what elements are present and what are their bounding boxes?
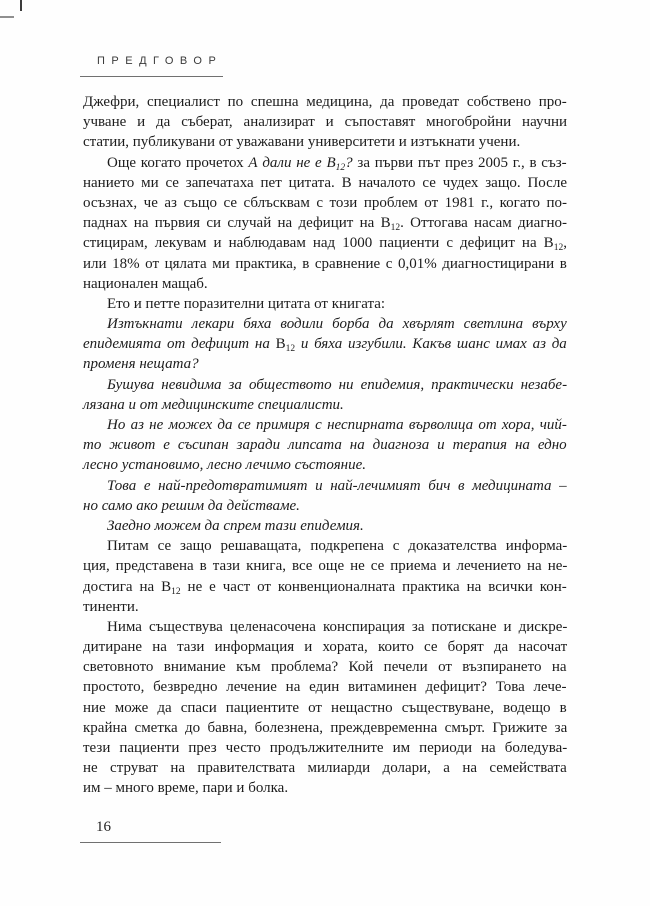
text-line: епидемията от дефицит на $В_{12}$ и бяха изгубили. Какъв шанс имах аз да — [83, 336, 567, 355]
text-line: паднах на първия си случай на дефицит на $В_{12}$. Оттогава насам диагно- — [83, 215, 568, 234]
text-line: Джефри, специалист по спешна медицина, да проведат собствено про- — [83, 94, 567, 110]
footer-divider — [80, 842, 221, 843]
text-line: лесно установимо, лесно лечимо състояние. — [83, 457, 367, 474]
text-line: дитиране на тази информация и хората, които се борят да насочат — [83, 639, 568, 656]
text-line: не струват на правителствата милиарди долари, а на семействата — [83, 760, 567, 777]
page-number: 16 — [96, 819, 111, 835]
text-line: Ето и петте поразителни цитата от книгата: — [107, 295, 386, 312]
text-line: стицирам, лекувам и наблюдавам над 1000 пациенти с дефицит на $В_{12}$, — [83, 235, 567, 254]
text-line: световното внимание към проблема? Кой печели от възпирането на — [83, 659, 567, 676]
text-line: но само ако решим да действаме. — [83, 497, 300, 514]
text-line: Заедно можем да спрем тази епидемия. — [107, 517, 364, 534]
text-line: им – много време, пари и болка. — [83, 780, 289, 797]
text-line: крайна сметка до бавна, болезнена, преждевременна смърт. Грижите за — [83, 719, 568, 736]
text-line: Още когато прочетох А дали не е $В_{12}$? за първи път през 2005 г., в съз- — [107, 154, 567, 173]
text-line: учване и да съберат, анализират и съпоставят многобройни научни — [83, 114, 568, 131]
text-line: осъзнах, че аз също се сблъсквам с този проблем от 1981 г., когато по- — [83, 194, 568, 211]
text-line: статии, публикувани от уважавани университети и изтъкнати учени. — [83, 134, 521, 151]
text-line: Нима съществува целенасочена конспирация за потискане и дискре- — [107, 618, 568, 635]
text-line: Питам се защо решаващата, подкрепена с доказателства информа- — [107, 538, 568, 555]
text-line: достига на $В_{12}$ не е част от конвенционалната практика на всички кон- — [83, 578, 567, 597]
text-line: Но аз не можех да се примиря с неспирната върволица от хора, чий- — [107, 417, 567, 433]
text-line: ция, представена в тази книга, все още не се приема и лечението на не- — [83, 558, 568, 575]
text-line: Бушува невидима за обществото ни епидемия, практически незабе- — [107, 376, 568, 393]
text-line: тиненти. — [83, 598, 139, 615]
chapter-header: ПРЕДГОВОР — [97, 55, 223, 67]
text-line: простото, безвредно лечение на един витаминен дефицит? Това лече- — [83, 679, 567, 696]
text-line: Изтъкнати лекари бяха водили борба да хвърлят светлина върху — [107, 316, 567, 333]
text-line: променя нещата? — [83, 356, 199, 373]
text-line: нанието ми се запечатаха пет цитата. В началото се чудех защо. После — [83, 174, 567, 191]
text-line: Това е най-предотвратимият и най-лечимият бич в медицината – — [107, 477, 567, 494]
text-line: национален мащаб. — [83, 275, 208, 292]
scan-mark-horizontal — [0, 16, 14, 18]
text-line: лязана и от медицинските специалисти. — [83, 396, 344, 413]
scan-mark-vertical — [20, 0, 22, 11]
text-line: тези пациенти през често продължителните им периоди на боледува- — [83, 740, 568, 756]
page-body — [83, 92, 567, 799]
header-divider — [80, 76, 223, 77]
text-line: ние може да спаси пациентите от нещастно съществуване, водещо в — [83, 699, 567, 716]
text-line: или 18% от цялата ми практика, в сравнение с 0,01% диагностицирани в — [83, 255, 567, 272]
text-line: то живот е съсипан заради липсата на диагноза и терапия на едно — [83, 437, 567, 454]
